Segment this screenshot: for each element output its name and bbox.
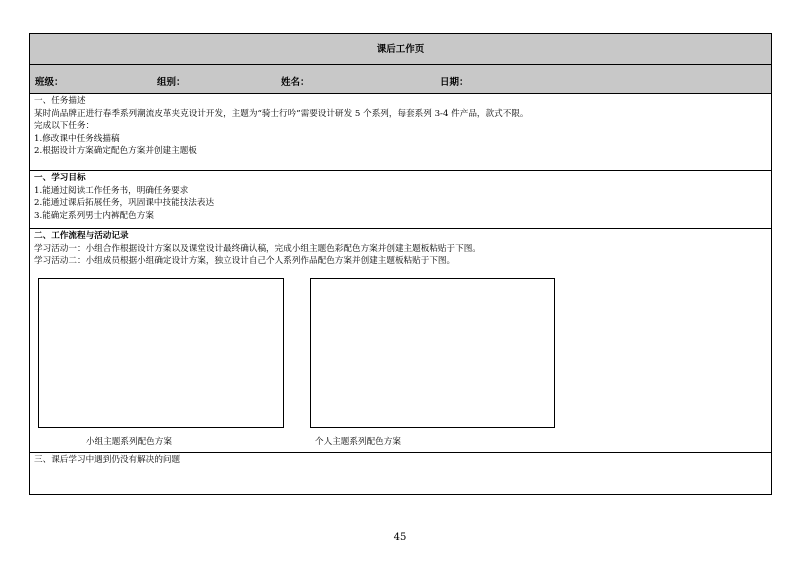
task-section [30,94,771,171]
activity-1-text: 学习活动一：小组合作根据设计方案以及课堂设计最终确认稿，完成小组主题色彩配色方案并创建主题板粘贴于下图。 [34,243,481,254]
activity-2-text: 学习活动二：小组成员根据小组确定设计方案，独立设计自己个人系列作品配色方案并创建主题板粘贴于下图。 [34,256,456,266]
goal-item-3: 3.能确定系列男士内裤配色方案 [34,210,154,221]
task-heading: 一、任务描述 [34,96,86,106]
worksheet-title: 课后工作页 [30,34,771,65]
task-description: 某时尚品牌正进行春季系列潮流皮革夹克设计开发，主题为“骑士行吟”需要设计研发 5 个系列，每套系列 3-4 件产品，款式不限。 [34,108,529,119]
task-item-1: 1.修改课中任务线描稿 [34,133,120,144]
workflow-section [30,229,771,453]
page-number: 45 [393,532,407,543]
date-label: 日期： [440,77,469,88]
worksheet-table [29,33,772,495]
task-instruction: 完成以下任务： [34,121,95,131]
header-fields-row [30,65,771,94]
group-label: 组别： [157,77,186,88]
problems-heading: 三、课后学习中遇到仍没有解决的问题 [34,455,181,465]
workflow-heading: 二、工作流程与活动记录 [34,231,129,241]
goals-heading: 一、学习目标 [34,173,86,183]
goal-item-2: 2.能通过课后拓展任务，巩固课中技能技法表达 [34,198,215,208]
goals-section [30,171,771,229]
task-item-2: 2.根据设计方案确定配色方案并创建主题板 [34,146,197,156]
personal-board-caption: 个人主题系列配色方案 [315,437,401,447]
name-label: 姓名： [281,77,310,88]
group-theme-board-placeholder [38,278,284,428]
problems-section [30,453,771,494]
group-board-caption: 小组主题系列配色方案 [86,437,172,447]
goal-item-1: 1.能通过阅读工作任务书，明确任务要求 [34,185,189,196]
personal-theme-board-placeholder [310,278,555,428]
class-label: 班级： [35,77,64,88]
